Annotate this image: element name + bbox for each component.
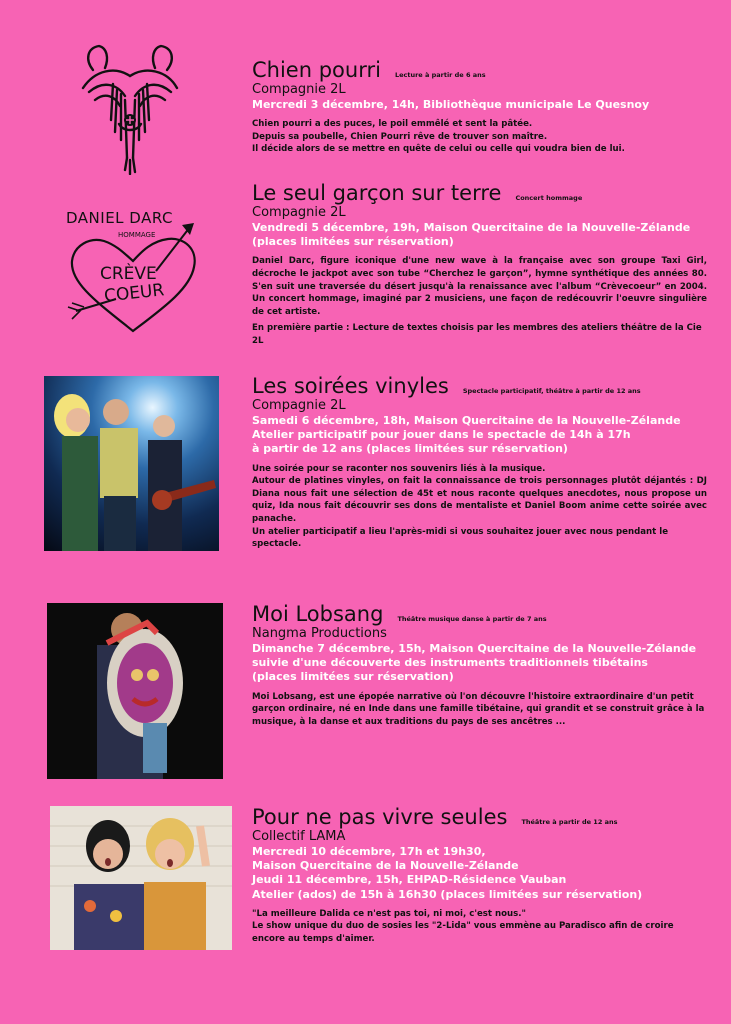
event-description xyxy=(252,463,707,551)
event-info-line: Maison Quercitaine de la Nouvelle-Zélande xyxy=(252,859,519,873)
darc-title-text: DANIEL DARC xyxy=(66,209,173,227)
event-title: Chien pourri xyxy=(252,58,381,82)
event-desc-line: Daniel Darc, figure iconique d'une new wave à la française avec son groupe Taxi Girl, décroche le jackpot avec son tube “Cherchez le garçon”, hymne synthétique des années 80. S'en suit une traversée du désert jusqu'à la renaissance avec l'album “Crèvecoeur” en 2004. Un concert hommage, imaginé par 2 musiciens, une façon de redécouvrir l'oeuvre singulière de cet artiste. xyxy=(252,256,707,317)
event-info-line: (places limitées sur réservation) xyxy=(252,235,454,249)
event-seul-garcon xyxy=(252,181,707,348)
event-info-line: Vendredi 5 décembre, 19h, Maison Quercitaine de la Nouvelle-Zélande xyxy=(252,221,691,234)
event-info xyxy=(252,845,707,902)
event-desc-line: Un atelier participatif a lieu l'après-midi si vous souhaitez jouer avec nous pendant le spectacle. xyxy=(252,526,669,550)
event-info xyxy=(252,98,707,112)
event-desc-line: Autour de platines vinyles, on fait la connaissance de trois personnages plutôt déjantés : DJ Diana nous fait une sélection de 45t et nous raconte quelques anecdotes, nous propose un quiz, Ida nous fait découvrir ses dons de mentaliste et Daniel Boom anime cette soirée avec panache. xyxy=(252,476,707,524)
heart-line2-text: COEUR xyxy=(103,280,166,307)
event-description xyxy=(252,118,707,156)
heart-line1-text: CRÈVE xyxy=(100,264,157,284)
event-desc-line: Il décide alors de se mettre en quête de celui ou celle qui voudra bien de lui. xyxy=(252,144,625,155)
event-company: Nangma Productions xyxy=(252,626,387,641)
event-info-line: Jeudi 11 décembre, 15h, EHPAD-Résidence Vauban xyxy=(252,873,567,887)
dog-drawing-icon xyxy=(75,40,185,175)
heart-drawing-icon xyxy=(58,203,208,343)
event-info-line: Mercredi 3 décembre, 14h, Bibliothèque municipale Le Quesnoy xyxy=(252,98,650,111)
event-info-line: (places limitées sur réservation) xyxy=(252,670,454,684)
event-tag: Théâtre musique danse à partir de 7 ans xyxy=(397,615,547,623)
event-tag: Lecture à partir de 6 ans xyxy=(394,71,486,79)
event-info-line: Dimanche 7 décembre, 15h, Maison Quercitaine de la Nouvelle-Zélande xyxy=(252,642,697,655)
event-info-line: Atelier participatif pour jouer dans le spectacle de 14h à 17h xyxy=(252,428,631,442)
event-tag: Théâtre à partir de 12 ans xyxy=(521,818,618,826)
event-desc-line: Le show unique du duo de sosies les "2-Lida" vous emmène au Paradisco afin de croire encore au temps d'aimer. xyxy=(252,921,674,944)
event-title: Le seul garçon sur terre xyxy=(252,181,502,205)
event-desc-line: Depuis sa poubelle, Chien Pourri rêve de trouver son maître. xyxy=(252,131,548,142)
event-info-line: Mercredi 10 décembre, 17h et 19h30, xyxy=(252,845,486,858)
event-tag: Concert hommage xyxy=(515,194,583,202)
event-description xyxy=(252,691,707,729)
event-desc-line: Moi Lobsang, est une épopée narrative où l'on découvre l'histoire extraordinaire d'un petit garçon ordinaire, né en Inde dans une famille tibétaine, qui grandit et se construit grâce à la musique, à la danse et aux traditions du pays de ses ancêtres ... xyxy=(252,691,705,727)
event-info xyxy=(252,642,707,685)
event-moi-lobsang xyxy=(252,602,707,728)
event-desc-line: Une soirée pour se raconter nos souvenirs liés à la musique. xyxy=(252,463,546,474)
event-description xyxy=(252,255,707,347)
event-desc-line: En première partie : Lecture de textes choisis par les membres des ateliers théâtre de la Cie 2L xyxy=(252,323,702,346)
event-chien-pourri xyxy=(252,58,707,156)
darc-subtitle-text: HOMMAGE xyxy=(118,231,156,239)
event-info-line: suivie d'une découverte des instruments traditionnels tibétains xyxy=(252,656,648,670)
event-info xyxy=(252,221,707,249)
event-desc-line: "La meilleure Dalida ce n'est pas toi, ni moi, c'est nous." xyxy=(252,908,526,919)
event-description xyxy=(252,908,707,946)
event-company: Compagnie 2L xyxy=(252,205,346,220)
event-pour-ne-pas-vivre-seules xyxy=(252,805,707,946)
event-company: Collectif LAMA xyxy=(252,829,346,844)
event-info xyxy=(252,414,707,457)
event-info-line: Atelier (ados) de 15h à 16h30 (places limitées sur réservation) xyxy=(252,887,643,901)
event-title: Moi Lobsang xyxy=(252,602,384,626)
event-company: Compagnie 2L xyxy=(252,82,346,97)
event-soirees-vinyles xyxy=(252,374,707,551)
photo-soirees-vinyles xyxy=(44,376,219,551)
event-info-line: à partir de 12 ans (places limitées sur réservation) xyxy=(252,442,568,456)
photo-pour-ne-pas-vivre-seules xyxy=(50,806,232,950)
event-title: Pour ne pas vivre seules xyxy=(252,805,508,829)
photo-moi-lobsang xyxy=(47,603,223,779)
event-company: Compagnie 2L xyxy=(252,398,346,413)
event-title: Les soirées vinyles xyxy=(252,374,449,398)
event-tag: Spectacle participatif, théâtre à partir de 12 ans xyxy=(462,387,641,395)
event-info-line: Samedi 6 décembre, 18h, Maison Quercitaine de la Nouvelle-Zélande xyxy=(252,414,681,427)
event-desc-line: Chien pourri a des puces, le poil emmêlé et sent la pâtée. xyxy=(252,119,533,130)
